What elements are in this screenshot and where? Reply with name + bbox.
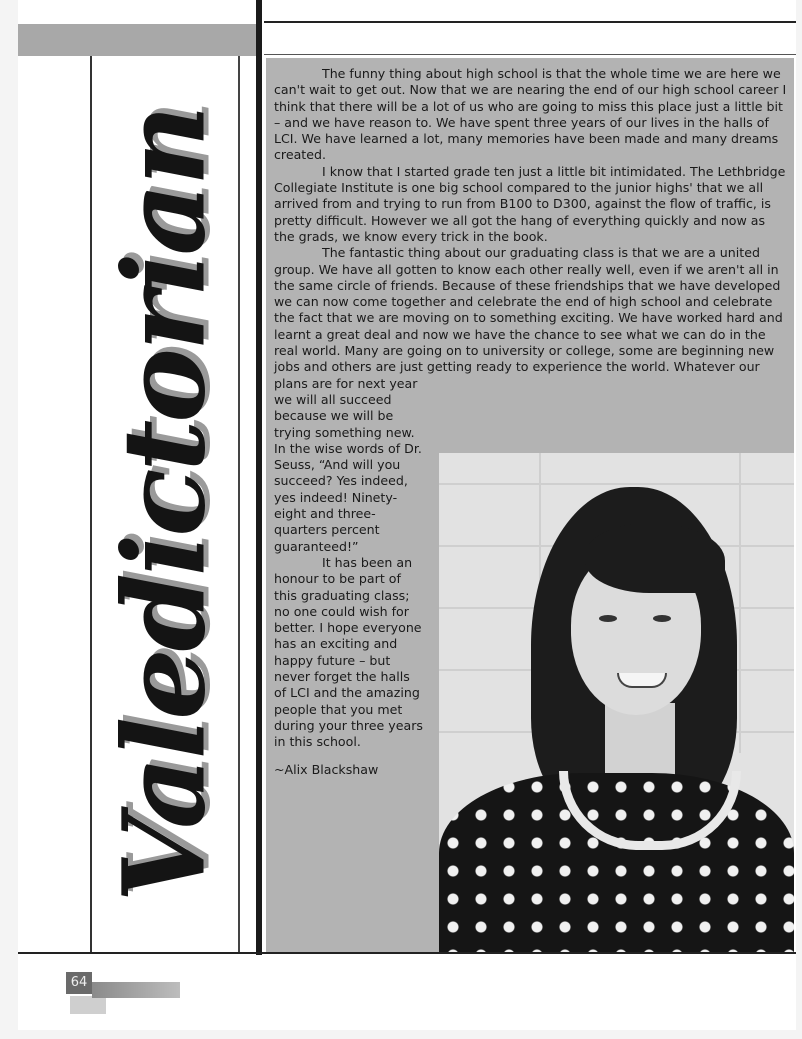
bottom-rule xyxy=(18,952,796,954)
speech-paragraph: I know that I started grade ten just a little bit intimidated. The Lethbridge Collegiate Institute is one big school compared to the junior highs' that we all arrived from and trying to run from B100 to D300, against the flow of traffic, is pretty difficult. However we all got the hang of everything quickly and now as the grads, we know every trick in the book. xyxy=(274,163,786,244)
speech-paragraph-narrow: plans are for next year we will all succeed because we will be trying something new. In the wise words of Dr. Seuss, “And will you succeed? Yes indeed, yes indeed! Ninety-eight and three-quarters percent guaranteed!” xyxy=(274,375,422,554)
speech-paragraph: The fantastic thing about our graduating class is that we are a united group. We have all gotten to know each other really well, even if we aren't all in the same circle of friends. Because of these friendships that we have developed we can now come together and celebrate the end of high school and celebrate the fact that we are moving on to something exciting. We have worked hard and learnt a great deal and now we have the chance to see what we can do in the real world. Many are going on to university or college, some are beginning new jobs and others are just getting ready to experience the world. Whatever our xyxy=(274,245,783,375)
page-number: 64 xyxy=(66,972,92,994)
top-rule xyxy=(264,21,796,23)
header-band xyxy=(18,24,256,56)
column-divider xyxy=(256,0,262,955)
speech-paragraph-narrow: It has been an honour to be part of this graduating class; no one could wish for better. I hope everyone has an exciting and happy future – but never forget the halls of LCI and the amazing people that you met during your three years in this school. xyxy=(274,554,423,750)
page-number-accent xyxy=(70,996,106,1014)
page-title: Valedictorian xyxy=(99,107,231,903)
page-number-bar xyxy=(92,982,180,998)
title-frame-right xyxy=(238,56,240,954)
top-rule-thin xyxy=(264,54,796,55)
valedictory-speech xyxy=(274,66,788,779)
author-signature: ~Alix Blackshaw xyxy=(274,762,379,778)
speech-paragraph: The funny thing about high school is that the whole time we are here we can't wait to get out. Now that we are nearing the end of our high school career I think that there will be a lot of us who are going to miss this place just a little bit – and we have reason to. We have spent three years of our lives in the halls of LCI. We have learned a lot, many memories have been made and many dreams created. xyxy=(274,66,787,163)
title-frame-left xyxy=(90,56,92,954)
title-frame xyxy=(94,60,236,950)
